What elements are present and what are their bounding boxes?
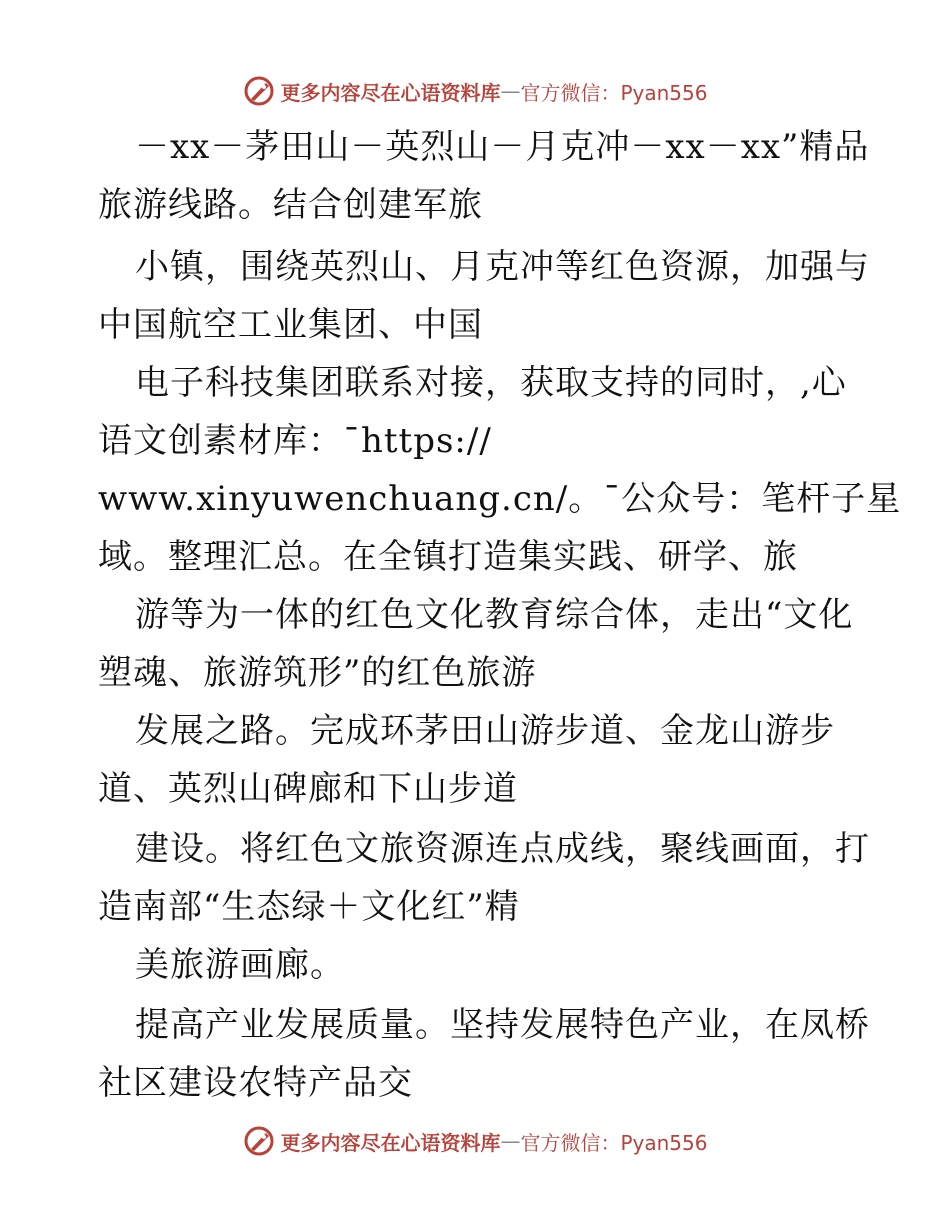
watermark-main-text: 更多内容尽在心语资料库 (280, 1130, 501, 1155)
text-line: 社区建设农特产品交 (98, 1063, 413, 1103)
watermark-contact-text: 官方微信：Pyan556 (520, 80, 708, 105)
text-line: 中国航空工业集团、中国 (98, 305, 483, 345)
text-line: 塑魂、旅游筑形”的红色旅游 (98, 653, 537, 693)
text-line: www.xinyuwenchuang.cn/。¯公众号：笔杆子星 (98, 479, 902, 519)
text-line: 道、英烈山碑廊和下山步道 (98, 769, 518, 809)
text-line: 电子科技集团联系对接，获取支持的同时，,心 (135, 363, 847, 403)
footer-watermark (0, 1121, 950, 1161)
text-line: 旅游线路。结合创建军旅 (98, 185, 483, 225)
text-line: －xx－茅田山－英烈山－月克冲－xx－xx”精品 (135, 127, 870, 167)
text-line: 造南部“生态绿＋文化红”精 (98, 887, 520, 927)
text-line: 建设。将红色文旅资源连点成线，聚线画面，打 (135, 829, 870, 869)
quill-logo-icon (242, 1124, 276, 1158)
watermark-separator: — (500, 1129, 521, 1153)
text-line: 域。整理汇总。在全镇打造集实践、研学、旅 (98, 537, 798, 577)
text-line: 游等为一体的红色文化教育综合体，走出“文化 (135, 595, 854, 635)
header-watermark (0, 71, 950, 111)
watermark-main-text: 更多内容尽在心语资料库 (280, 80, 501, 105)
watermark-contact-text: 官方微信：Pyan556 (520, 1130, 708, 1155)
text-line: 提高产业发展质量。坚持发展特色产业，在凤桥 (135, 1005, 870, 1045)
text-line: 发展之路。完成环茅田山游步道、金龙山游步 (135, 711, 835, 751)
text-line: 美旅游画廊。 (135, 945, 345, 985)
text-line: 小镇，围绕英烈山、月克冲等红色资源，加强与 (135, 247, 870, 287)
watermark-separator: — (500, 79, 521, 103)
quill-logo-icon (242, 74, 276, 108)
text-line: 语文创素材库：¯https:// (98, 421, 492, 461)
